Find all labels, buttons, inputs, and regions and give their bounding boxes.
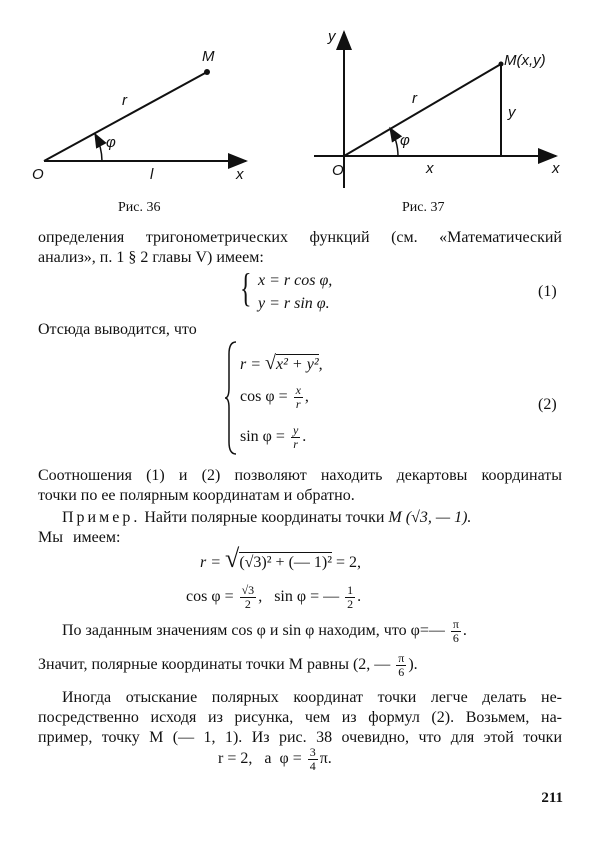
eq2-cos-den: r (295, 397, 301, 411)
text-line-8 (62, 618, 467, 645)
axis-l-label: l (150, 166, 154, 183)
radius-line (44, 72, 207, 161)
vertical-y-label: y (508, 104, 516, 121)
eq3-lhs: r = (200, 554, 226, 571)
point-m-label: M (202, 48, 215, 65)
root-sign: √ (265, 352, 277, 374)
equation-number-1: (1) (538, 283, 557, 300)
text-line-7: Мы имеем: (38, 529, 121, 546)
example-word: Пример. (62, 509, 141, 526)
eq2-cos-lhs: cos φ = (240, 388, 292, 406)
eq2-cos-line: cos φ = $\frac{x}{r}$ , (240, 383, 309, 411)
horizontal-x-label: x (426, 160, 434, 177)
eq2-cos-num: x (295, 383, 301, 397)
y-axis-label: y (328, 28, 336, 45)
eq5-num: 3 (309, 745, 316, 759)
eq2-sin-lhs: sin φ = (240, 428, 289, 446)
example-point: M (√3, — 1). (388, 509, 472, 526)
eq4-cos-den: 2 (244, 597, 251, 611)
text-line-6 (62, 508, 471, 528)
eq5-fraction (308, 746, 318, 773)
origin-label: O (332, 162, 344, 179)
text-line-5: точки по ее полярным координатам и обратно. (38, 487, 355, 504)
system-brace-1: { (240, 265, 252, 310)
origin-label: O (32, 166, 44, 183)
text-line-10: Иногда отыскание полярных координат точки легче делать не- (62, 689, 562, 706)
eq2-r-end: , (318, 356, 323, 373)
eq3-line (200, 544, 361, 574)
eq1-line-1: x = r cos φ, (258, 272, 333, 289)
eq2-sin-fraction (291, 424, 300, 451)
figure-36 (30, 28, 260, 218)
eq2-sin-num: y (292, 423, 299, 437)
eq5-line (218, 746, 332, 773)
eq5-end: π. (319, 750, 332, 768)
line9-text: Значит, полярные координаты точки M равны (2, — (38, 656, 395, 674)
point-m-dot (499, 62, 504, 67)
line9-fraction (396, 652, 406, 679)
figure-37 (308, 28, 570, 218)
point-m-dot (204, 69, 210, 75)
point-m-label: M(x,y) (504, 52, 546, 69)
x-axis-label: x (552, 160, 560, 177)
eq4-cos-fraction (240, 584, 257, 611)
figure-36-caption: Рис. 36 (118, 200, 161, 215)
line9-end: ). (408, 656, 418, 674)
eq5-lhs: r = 2, а φ = (218, 750, 306, 768)
page-number: 211 (541, 790, 563, 806)
eq4-sin-fraction (345, 584, 355, 611)
eq2-r-line (240, 352, 323, 375)
angle-arc (390, 128, 398, 156)
eq2-sin-den: r (293, 437, 298, 451)
line8-end: . (462, 622, 467, 640)
line8-text: По заданным значениям cos φ и sin φ находим, что φ=— (62, 622, 449, 640)
text-line-9 (38, 652, 418, 679)
system-brace-2 (224, 340, 238, 461)
eq2-sin-line: sin φ = $\frac{y}{r}$ . (240, 423, 307, 451)
eq2-r-root: x² + y² (276, 356, 319, 373)
radius-label: r (122, 92, 127, 109)
text-line-1: определения тригонометрических функций (см. «Математический (38, 229, 562, 246)
eq3-root: (√3)² + (— 1)² (239, 554, 333, 571)
line9-num: π (398, 651, 405, 665)
angle-label: φ (400, 132, 410, 149)
axis-x-label: x (236, 166, 244, 183)
angle-label: φ (106, 134, 116, 151)
eq2-cos-fraction (294, 384, 303, 411)
figure-36-drawing (30, 28, 260, 198)
line8-num: π (452, 617, 459, 631)
radius-label: r (412, 90, 417, 107)
eq4-end: . (357, 588, 362, 606)
eq4-cos-num: √3 (241, 583, 255, 597)
eq1-line-2: y = r sin φ. (258, 295, 330, 312)
text-line-2: анализ», п. 1 § 2 главы V) имеем: (38, 249, 264, 266)
text-line-12: пример, точку M (— 1, 1). Из рис. 38 очевидно, что для этой точки (38, 729, 562, 746)
line8-fraction (451, 618, 461, 645)
eq2-r-lhs: r = (240, 356, 266, 373)
text-line-4: Соотношения (1) и (2) позволяют находить декартовы координаты (38, 467, 562, 484)
radius-line (344, 64, 501, 156)
eq4-sin-num: 1 (347, 583, 354, 597)
root-sign-big: √ (225, 544, 240, 573)
figure-37-caption: Рис. 37 (402, 200, 445, 215)
eq5-den: 4 (309, 759, 316, 773)
line9-den: 6 (398, 665, 405, 679)
equation-number-2: (2) (538, 396, 557, 413)
eq4-line (186, 584, 361, 611)
eq4-mid: , sin φ = — (258, 588, 344, 606)
eq3-rhs: = 2, (332, 554, 362, 571)
text-line-11: посредственно исходя из рисунка, чем из формул (2). Возьмем, на- (38, 709, 562, 726)
angle-arc (95, 134, 102, 161)
line8-den: 6 (452, 631, 459, 645)
brace-2-svg (224, 340, 238, 456)
eq4-sin-den: 2 (347, 597, 354, 611)
example-text: Найти полярные координаты точки (140, 509, 389, 526)
eq4-cos-lhs: cos φ = (186, 588, 238, 606)
text-line-3: Отсюда выводится, что (38, 321, 197, 338)
